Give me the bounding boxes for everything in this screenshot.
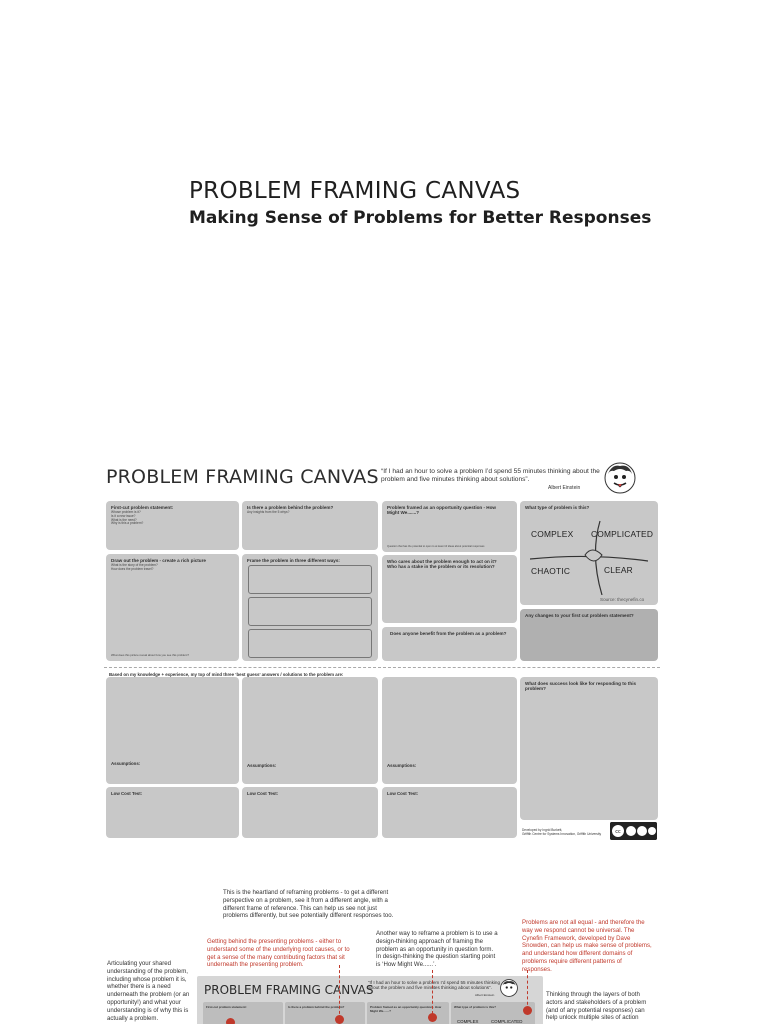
assumptions-label: Assumptions: [247,763,277,768]
low-cost-test-one-box[interactable] [106,787,239,838]
problem-type-box[interactable] [520,501,658,605]
success-box[interactable] [520,677,658,820]
frame-two-field[interactable] [248,597,372,626]
einstein-quote: “If I had an hour to solve a problem I’d spend 55 minutes thinking about the problem and five minutes thinking about solutions”. [381,468,600,483]
low-cost-test-two-box[interactable] [242,787,378,838]
reframe-note: Another way to reframe a problem is to use a design-thinking approach of framing the problem as an opportunity in question form. In design-thinking the question starting point is ‘How Might We......’. [376,930,498,969]
cynefin-complex: COMPLEX [531,529,574,539]
three-frames-box[interactable] [242,554,378,661]
opportunity-question-title: Problem framed as an opportunity question - How Might We.......? [387,505,496,516]
who-benefits-title: Does anyone benefit from the problem as a problem? [390,631,507,636]
three-frames-title: Frame the problem in three different ways: [247,558,340,563]
first-cut-problem-box[interactable] [106,501,239,550]
low-cost-test-label: Low Cost Test: [247,791,279,796]
stakeholders-title: Who cares about the problem enough to act on it? Who has a stake in the problem or its resolution? [387,559,497,570]
mini-type-box [451,1002,535,1024]
marker-dot [428,1013,437,1022]
mini-opportunity-box [367,1002,449,1024]
cynefin-axes [530,515,648,595]
assumptions-label: Assumptions: [387,763,417,768]
marker-dot [226,1018,235,1024]
einstein-portrait-icon [500,979,518,997]
developer-credit: Developed by Ingrid Burkett, Griffith Centre for Systems Innovation, Griffith University [522,828,602,836]
cynefin-complicated: COMPLICATED [591,529,654,539]
mini-box-title: What type of problem is this? [454,1005,497,1009]
canvas-sheet [104,458,660,842]
mini-canvas-quote: “If I had an hour to solve a problem I’d spend 55 minutes thinking about the problem and five minutes thinking about solutions”. [368,980,501,991]
mini-behind-box [285,1002,365,1024]
frame-three-field[interactable] [248,629,372,658]
canvas-title: PROBLEM FRAMING CANVAS [106,466,379,488]
actors-stakeholders-note: Thinking through the layers of both actors and stakeholders of a problem (and of any potential responses) can help unlock multiple sites of action [546,991,647,1022]
guess-three-box[interactable] [382,677,517,784]
low-cost-test-three-box[interactable] [382,787,517,838]
leader-line [432,970,433,1014]
rich-picture-box[interactable] [106,554,239,661]
best-guesses-label: Based on my knowledge + experience, my top of mind three ‘best guess’ answers / solutions to the problem are: [109,672,344,677]
low-cost-test-label: Low Cost Test: [387,791,419,796]
changes-title: Any changes to your first cut problem statement? [525,613,634,618]
leader-line [527,970,528,1010]
frame-one-field[interactable] [248,565,372,594]
mini-complex: COMPLEX [457,1019,479,1024]
stakeholders-box[interactable] [382,555,517,623]
guess-one-box[interactable] [106,677,239,784]
quote-author: Albert Einstein [548,485,581,491]
mini-first-cut-box [203,1002,283,1024]
low-cost-test-label: Low Cost Test: [111,791,143,796]
mini-canvas-quote-author: Albert Einstein [475,993,495,997]
problems-not-equal-note: Problems are not all equal - and therefore the way we respond cannot be universal. The Cynefin Framework, developed by Dave Snowden, can help us make sense of problems, and understand how different domains of problems require different patterns of responses. [522,919,652,973]
marker-dot [335,1015,344,1024]
first-cut-prompts: Whose problem is it? Is it a new issue? What is the need? Why is this a problem? [111,510,144,526]
assumptions-label: Assumptions: [111,761,141,766]
cover-title: PROBLEM FRAMING CANVAS [189,178,521,204]
problem-behind-box[interactable] [242,501,378,550]
einstein-portrait-icon [604,462,636,494]
leader-line [339,965,340,1019]
behind-problem-note: Getting behind the presenting problems - either to understand some of the underlying root causes, or to get a sense of the many contributing factors that sit underneath the presenting problem. [207,938,350,969]
opportunity-question-foot: Question that has the potential to open to at least 10 ideas about potential responses [387,545,485,548]
svg-text:cc: cc [615,829,621,835]
problem-behind-title: Is there a problem behind the problem? [247,505,334,510]
mini-canvas [197,976,543,1024]
problem-behind-prompt: Any insights from the 5 whys? [247,510,290,514]
guess-two-box[interactable] [242,677,378,784]
cover-subtitle: Making Sense of Problems for Better Responses [189,208,652,228]
mini-box-title: First-cut problem statement: [206,1005,247,1009]
mini-box-title: Problem framed as an opportunity question - How Might We.......? [370,1005,442,1013]
cynefin-source: Source: thecynefin.co [600,597,645,602]
rich-picture-title: Draw out the problem - create a rich picture [111,558,206,563]
problem-type-title: What type of problem is this? [525,505,590,510]
changes-box[interactable] [520,609,658,661]
shared-understanding-note: Articulating your shared understanding of the problem, including whose problem it is, whether there is a need underneath the problem (or an opportunity!) and what your understanding is of why this is actually a problem. [107,960,190,1022]
first-cut-title: First-cut problem statement: [111,505,174,510]
rich-picture-prompts: What is the story of the problem? How does the problem travel? [111,563,158,571]
opportunity-question-box[interactable] [382,501,517,552]
section-divider [104,667,660,668]
creative-commons-icon [610,822,657,840]
cynefin-chaotic: CHAOTIC [531,566,571,576]
mini-canvas-title: PROBLEM FRAMING CANVAS [204,983,374,997]
cynefin-clear: CLEAR [604,565,633,575]
heartland-note: This is the heartland of reframing problems - to get a different perspective on a problem, see it from a different angle, with a different frame of reference. This can help us see not just problems differently, but see potentially different responses too. [223,889,394,920]
mini-complicated: COMPLICATED [491,1019,523,1024]
mini-box-title: Is there a problem behind the problem? [288,1005,345,1009]
who-benefits-box[interactable] [382,627,517,661]
rich-picture-foot: What does this picture reveal about how you see this problem? [111,653,189,657]
success-title: What does success look like for responding to this problem? [525,681,637,692]
marker-dot [523,1006,532,1015]
